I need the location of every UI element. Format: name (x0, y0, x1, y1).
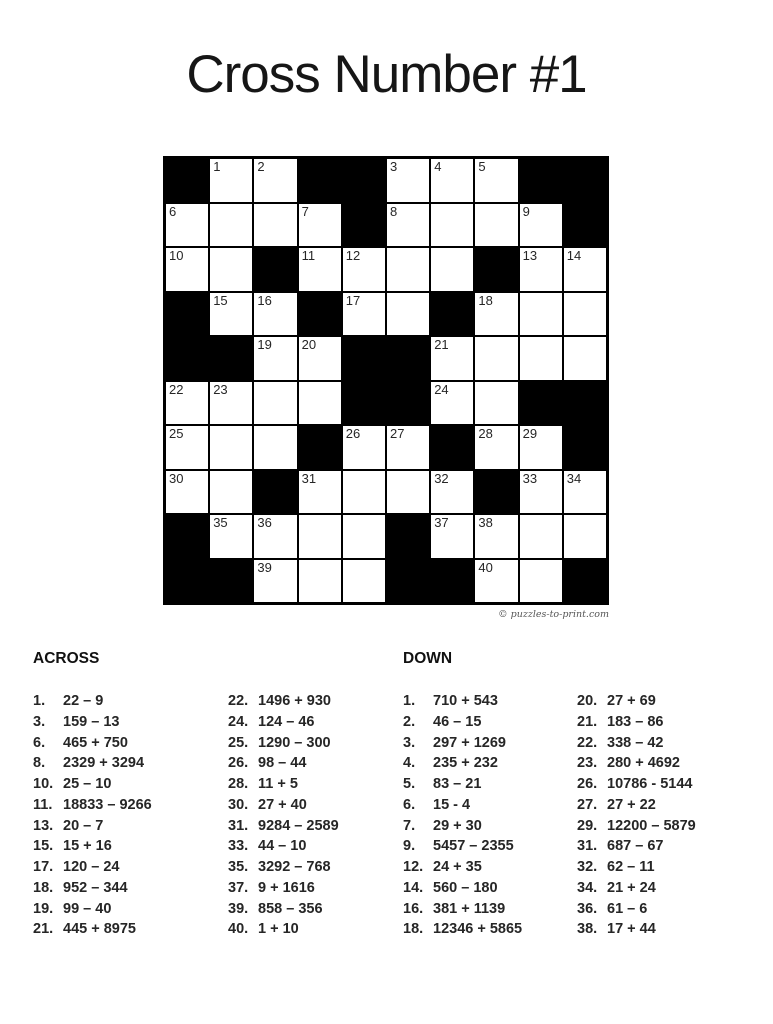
grid-cell-black (342, 381, 386, 426)
clue-item (228, 712, 339, 733)
clue-expression: 2329 + 3294 (63, 755, 145, 772)
clue-expression: 445 + 8975 (63, 921, 136, 938)
grid-cell[interactable] (342, 247, 386, 292)
grid-cell-black (474, 470, 518, 515)
cell-number: 33 (522, 470, 538, 486)
clue-number: 5. (403, 776, 416, 792)
grid-cell[interactable] (519, 292, 563, 337)
clue-number: 36. (577, 900, 598, 917)
clue-item (403, 691, 522, 712)
grid-cell[interactable] (430, 514, 474, 559)
grid-cell-black (519, 158, 563, 203)
grid-cell[interactable] (474, 292, 518, 337)
clue-item (577, 816, 696, 837)
clue-item (577, 878, 696, 899)
clue-number: 33. (228, 838, 249, 855)
clue-number: 14. (403, 879, 424, 896)
clue-number: 17. (33, 859, 54, 875)
clue-number: 8. (33, 755, 46, 772)
clue-number: 31. (228, 817, 249, 834)
grid-cell[interactable] (430, 470, 474, 515)
grid-cell[interactable] (253, 336, 297, 381)
grid-cell[interactable] (519, 247, 563, 292)
clue-number: 1. (33, 693, 46, 709)
grid-cell-black (474, 247, 518, 292)
clue-number: 32. (577, 859, 598, 875)
clue-expression: 3292 – 768 (258, 859, 331, 875)
across-clues-column-2 (228, 691, 339, 940)
down-clues-column-1 (403, 691, 522, 940)
grid-cell-black (165, 158, 209, 203)
grid-cell-black (430, 559, 474, 604)
clue-number: 35. (228, 859, 249, 875)
clue-number: 12. (403, 859, 424, 875)
grid-cell[interactable] (342, 425, 386, 470)
cell-number: 5 (478, 159, 486, 174)
clue-number: 26. (577, 776, 598, 792)
cell-number: 11 (301, 248, 316, 263)
clue-expression: 560 – 180 (433, 879, 498, 896)
grid-cell[interactable] (430, 336, 474, 381)
grid-cell[interactable] (519, 203, 563, 248)
grid-cell-black (298, 425, 342, 470)
clue-number: 37. (228, 879, 249, 896)
clue-expression: 858 – 356 (258, 900, 323, 917)
grid-cell[interactable] (474, 381, 518, 426)
cell-number: 18 (478, 292, 493, 308)
cell-number: 39 (257, 559, 272, 575)
across-clues-column-1 (33, 691, 152, 940)
clue-number: 6. (403, 796, 416, 813)
grid-cell[interactable] (342, 559, 386, 604)
clue-expression: 15 + 16 (63, 838, 112, 855)
clue-expression: 15 - 4 (433, 796, 471, 813)
clue-item (228, 691, 339, 712)
clue-item (403, 774, 522, 795)
puzzle-grid (163, 156, 609, 605)
cell-number: 20 (301, 337, 317, 352)
page-title: Cross Number #1 (186, 45, 587, 104)
grid-cell[interactable] (253, 514, 297, 559)
cell-number: 8 (390, 203, 398, 219)
grid-cell[interactable] (519, 425, 563, 470)
grid-cell-black (165, 336, 209, 381)
clue-expression: 27 + 22 (607, 796, 656, 813)
grid-cell-black (298, 158, 342, 203)
grid-cell[interactable] (165, 470, 209, 515)
grid-cell[interactable] (430, 381, 474, 426)
grid-cell[interactable] (474, 559, 518, 604)
grid-cell[interactable] (165, 381, 209, 426)
grid-cell-black (298, 292, 342, 337)
clue-number: 40. (228, 921, 249, 938)
grid-cell[interactable] (474, 158, 518, 203)
clue-item (228, 857, 339, 878)
clue-expression: 159 – 13 (63, 713, 120, 730)
cell-number: 32 (434, 470, 449, 486)
grid-cell[interactable] (298, 559, 342, 604)
grid-cell[interactable] (563, 247, 607, 292)
clue-item (228, 774, 339, 795)
cell-number: 15 (213, 292, 228, 308)
clue-number: 21. (577, 713, 598, 730)
clue-number: 18. (403, 921, 424, 938)
clue-expression: 338 – 42 (607, 734, 664, 751)
grid-cell[interactable] (253, 292, 297, 337)
clue-expression: 22 – 9 (63, 693, 104, 709)
clue-expression: 12200 – 5879 (607, 817, 696, 834)
clue-expression: 25 – 10 (63, 776, 112, 792)
grid-cell[interactable] (386, 203, 430, 248)
clue-number: 13. (33, 817, 54, 834)
grid-cell[interactable] (563, 514, 607, 559)
cell-number: 1 (213, 159, 221, 174)
grid-cell-black (342, 203, 386, 248)
clue-number: 18. (33, 879, 54, 896)
clue-item (33, 774, 152, 795)
grid-cell-black (209, 559, 253, 604)
cell-number: 3 (390, 159, 398, 174)
clue-item (33, 899, 152, 920)
grid-cell-black (342, 158, 386, 203)
grid-cell[interactable] (209, 381, 253, 426)
clue-item (577, 753, 696, 774)
clue-item (577, 836, 696, 857)
down-heading: DOWN (403, 650, 453, 667)
grid-cell[interactable] (474, 425, 518, 470)
clue-number: 19. (33, 900, 54, 917)
grid-cell-black (386, 514, 430, 559)
clue-item (33, 733, 152, 754)
cell-number: 10 (169, 248, 184, 263)
cell-number: 24 (434, 381, 449, 397)
down-clues-column-2 (577, 691, 696, 940)
clue-number: 22. (577, 734, 598, 751)
clue-expression: 11 + 5 (258, 776, 298, 792)
clue-number: 38. (577, 921, 598, 938)
clue-expression: 297 + 1269 (433, 734, 506, 751)
grid-cell-black (386, 381, 430, 426)
clue-number: 25. (228, 734, 249, 751)
grid-cell-black (563, 425, 607, 470)
grid-cell[interactable] (209, 514, 253, 559)
grid-cell[interactable] (253, 559, 297, 604)
clue-item (228, 816, 339, 837)
clue-item (577, 712, 696, 733)
clue-number: 10. (33, 776, 54, 792)
grid-cell[interactable] (298, 336, 342, 381)
cell-number: 26 (345, 426, 361, 441)
clue-number: 3. (403, 734, 416, 751)
cell-number: 29 (522, 426, 538, 441)
grid-cell-black (165, 559, 209, 604)
clue-item (33, 919, 152, 940)
clue-item (403, 733, 522, 754)
cell-number: 38 (478, 515, 493, 530)
clue-expression: 124 – 46 (258, 713, 315, 730)
grid-cell[interactable] (253, 158, 297, 203)
grid-cell[interactable] (519, 514, 563, 559)
grid-cell-black (342, 336, 386, 381)
clue-item (228, 919, 339, 940)
clue-item (577, 795, 696, 816)
clue-expression: 17 + 44 (607, 921, 656, 938)
clue-expression: 235 + 232 (433, 755, 498, 772)
clue-item (228, 878, 339, 899)
grid-cell-black (519, 381, 563, 426)
clue-expression: 1 + 10 (258, 921, 299, 938)
clue-number: 9. (403, 838, 416, 855)
grid-cell[interactable] (474, 336, 518, 381)
clue-expression: 1496 + 930 (258, 693, 331, 709)
grid-cell-black (386, 559, 430, 604)
clue-number: 24. (228, 713, 249, 730)
clue-expression: 99 – 40 (63, 900, 112, 917)
cell-number: 37 (434, 515, 449, 530)
cell-number: 30 (169, 470, 184, 486)
cell-number: 40 (478, 559, 493, 575)
grid-cell-black (386, 336, 430, 381)
clue-number: 28. (228, 776, 249, 792)
grid-cell[interactable] (519, 470, 563, 515)
clue-expression: 12346 + 5865 (433, 921, 523, 938)
clue-item (577, 899, 696, 920)
clue-expression: 9284 – 2589 (258, 817, 339, 834)
cell-number: 19 (257, 337, 272, 352)
clue-item (33, 795, 152, 816)
clue-item (33, 816, 152, 837)
grid-cell[interactable] (563, 336, 607, 381)
cell-number: 34 (566, 470, 582, 486)
clue-item (228, 836, 339, 857)
clue-item (403, 795, 522, 816)
clue-number: 22. (228, 693, 249, 709)
clue-number: 27. (577, 796, 598, 813)
clue-item (403, 712, 522, 733)
cell-number: 13 (522, 248, 538, 263)
clue-expression: 44 – 10 (258, 838, 307, 855)
grid-cell[interactable] (519, 336, 563, 381)
clue-item (403, 857, 522, 878)
clue-expression: 29 + 30 (433, 817, 482, 834)
clue-expression: 27 + 69 (607, 693, 656, 709)
cell-number: 23 (213, 381, 228, 397)
clue-item (228, 899, 339, 920)
grid-cell[interactable] (298, 470, 342, 515)
grid-cell[interactable] (563, 470, 607, 515)
clue-number: 21. (33, 921, 54, 938)
cell-number: 2 (257, 159, 265, 174)
clue-expression: 9 + 1616 (258, 879, 315, 896)
grid-cell[interactable] (209, 158, 253, 203)
grid-cell[interactable] (342, 470, 386, 515)
cell-number: 7 (301, 203, 309, 219)
grid-cell[interactable] (209, 470, 253, 515)
grid-cell[interactable] (209, 247, 253, 292)
clue-number: 26. (228, 755, 249, 772)
clue-expression: 183 – 86 (607, 713, 664, 730)
clue-expression: 120 – 24 (63, 859, 120, 875)
clue-number: 7. (403, 817, 416, 834)
credit-text: © puzzles-to-print.com (498, 609, 609, 620)
clue-expression: 20 – 7 (63, 817, 104, 834)
grid-cell-black (430, 425, 474, 470)
cell-number: 25 (169, 426, 184, 441)
clue-number: 34. (577, 879, 598, 896)
clue-item (403, 836, 522, 857)
clue-item (577, 774, 696, 795)
clue-expression: 10786 - 5144 (607, 776, 693, 792)
clue-expression: 98 – 44 (258, 755, 307, 772)
clue-item (228, 733, 339, 754)
clue-number: 31. (577, 838, 598, 855)
grid-cell[interactable] (342, 292, 386, 337)
cell-number: 6 (169, 203, 177, 219)
clue-expression: 5457 – 2355 (433, 838, 514, 855)
grid-cell[interactable] (209, 425, 253, 470)
cell-number: 22 (169, 381, 184, 397)
grid-cell[interactable] (298, 203, 342, 248)
grid-cell[interactable] (474, 514, 518, 559)
clue-number: 6. (33, 734, 46, 751)
grid-cell[interactable] (386, 425, 430, 470)
cell-number: 36 (257, 515, 272, 530)
cell-number: 4 (434, 159, 442, 174)
clue-expression: 21 + 24 (607, 879, 656, 896)
clue-number: 11. (33, 796, 53, 813)
cell-number: 12 (345, 248, 361, 263)
clue-item (33, 836, 152, 857)
clue-number: 3. (33, 713, 46, 730)
grid-cell[interactable] (209, 203, 253, 248)
clue-expression: 18833 – 9266 (63, 796, 152, 813)
grid-cell[interactable] (386, 470, 430, 515)
cell-number: 28 (478, 426, 493, 441)
clue-item (577, 857, 696, 878)
cell-number: 9 (522, 203, 530, 219)
grid-cell[interactable] (253, 381, 297, 426)
grid-cell-black (253, 470, 297, 515)
clue-item (33, 691, 152, 712)
clue-expression: 27 + 40 (258, 796, 307, 813)
clue-expression: 952 – 344 (63, 879, 128, 896)
grid-cell[interactable] (298, 514, 342, 559)
grid-cell[interactable] (253, 203, 297, 248)
clue-expression: 83 – 21 (433, 776, 482, 792)
clue-item (403, 878, 522, 899)
clue-item (228, 753, 339, 774)
clue-expression: 62 – 11 (607, 859, 655, 875)
clue-number: 39. (228, 900, 249, 917)
clue-expression: 61 – 6 (607, 900, 648, 917)
grid-cell-black (209, 336, 253, 381)
grid-cell[interactable] (209, 292, 253, 337)
grid-cell[interactable] (474, 203, 518, 248)
grid-cell[interactable] (519, 559, 563, 604)
grid-cell[interactable] (298, 247, 342, 292)
clue-item (403, 753, 522, 774)
clue-item (33, 753, 152, 774)
grid-cell-black (165, 514, 209, 559)
grid-cell[interactable] (430, 247, 474, 292)
grid-cell[interactable] (253, 425, 297, 470)
cell-number: 31 (301, 470, 317, 486)
clue-expression: 280 + 4692 (607, 755, 680, 772)
grid-cell[interactable] (386, 292, 430, 337)
clue-item (33, 878, 152, 899)
grid-cell[interactable] (165, 203, 209, 248)
cell-number: 27 (390, 426, 405, 441)
grid-cell-black (563, 381, 607, 426)
grid-cell[interactable] (430, 203, 474, 248)
grid-cell[interactable] (386, 247, 430, 292)
clue-item (577, 691, 696, 712)
grid-cell-black (253, 247, 297, 292)
clue-item (577, 733, 696, 754)
clue-expression: 381 + 1139 (433, 900, 506, 917)
clue-expression: 687 – 67 (607, 838, 664, 855)
clue-number: 23. (577, 755, 598, 772)
grid-cell[interactable] (386, 158, 430, 203)
clue-expression: 46 – 15 (433, 713, 482, 730)
cell-number: 21 (434, 337, 449, 352)
clue-expression: 24 + 35 (433, 859, 482, 875)
clue-number: 16. (403, 900, 424, 917)
grid-cell-black (563, 559, 607, 604)
cell-number: 35 (213, 515, 228, 530)
clue-item (403, 899, 522, 920)
clue-number: 29. (577, 817, 598, 834)
clue-number: 4. (403, 755, 416, 772)
grid-cell[interactable] (430, 158, 474, 203)
grid-cell[interactable] (165, 425, 209, 470)
clue-expression: 1290 – 300 (258, 734, 331, 751)
grid-cell[interactable] (165, 247, 209, 292)
clue-number: 1. (403, 693, 416, 709)
clue-item (403, 919, 522, 940)
grid-cell-black (563, 203, 607, 248)
clue-expression: 710 + 543 (433, 693, 498, 709)
clue-number: 15. (33, 838, 54, 855)
grid-cell-black (165, 292, 209, 337)
clue-item (33, 857, 152, 878)
grid-cell-black (563, 158, 607, 203)
clue-number: 20. (577, 693, 598, 709)
grid-cell[interactable] (342, 514, 386, 559)
cell-number: 14 (566, 248, 582, 263)
clue-item (577, 919, 696, 940)
grid-cell-black (430, 292, 474, 337)
cell-number: 17 (345, 292, 361, 308)
across-heading: ACROSS (33, 650, 100, 667)
clue-expression: 465 + 750 (63, 734, 128, 751)
clue-number: 30. (228, 796, 249, 813)
cell-number: 16 (257, 292, 272, 308)
clue-number: 2. (403, 713, 416, 730)
clue-item (33, 712, 152, 733)
grid-cell[interactable] (563, 292, 607, 337)
grid-cell[interactable] (298, 381, 342, 426)
clue-item (228, 795, 339, 816)
clue-item (403, 816, 522, 837)
